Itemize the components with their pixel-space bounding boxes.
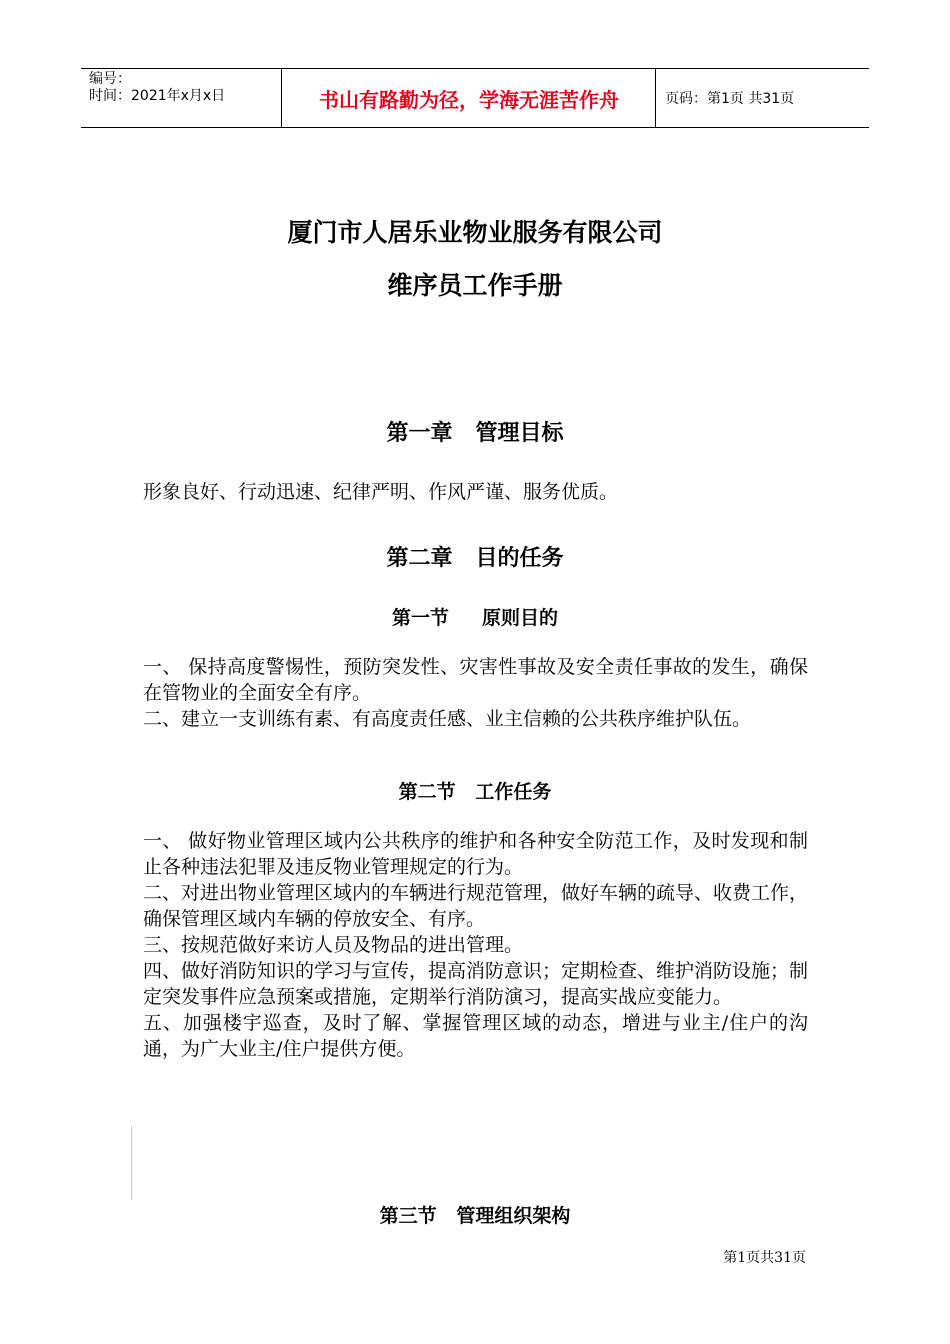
section-2-item: 四、做好消防知识的学习与宣传，提高消防意识；定期检查、维护消防设施；制定突发事件应急预案或措施，定期举行消防演习，提高实战应变能力。 (143, 960, 809, 1008)
section-1-item: 一、 保持高度警惕性，预防突发性、灾害性事故及安全责任事故的发生，确保在管物业的全面安全有序。 (143, 656, 808, 704)
section-2-body (143, 828, 808, 1062)
chapter-2-heading: 第二章 目的任务 (386, 546, 564, 571)
number-label: 编号： (89, 71, 131, 87)
page-footer: 第1页共31页 (723, 1250, 806, 1266)
header-page-info: 页码：第1页 共31页 (665, 91, 795, 107)
section-1-heading: 第一节 原则目的 (391, 607, 559, 629)
document-header (81, 68, 869, 128)
document-title-company: 厦门市人居乐业物业服务有限公司 (287, 218, 663, 247)
section-2-item: 三、按规范做好来访人员及物品的进出管理。 (143, 934, 524, 956)
chapter-1-text: 形象良好、行动迅速、纪律严明、作风严谨、服务优质。 (143, 481, 619, 503)
section-2-item: 五、加强楼宇巡查，及时了解、掌握管理区域的动态，增进与业主/住户的沟通，为广大业主/住户提供方便。 (143, 1012, 808, 1060)
section-2-item: 一、 做好物业管理区域内公共秩序的维护和各种安全防范工作，及时发现和制止各种违法犯罪及违反物业管理规定的行为。 (143, 830, 808, 878)
section-1-body (143, 654, 808, 732)
time-label: 时间：2021年x月x日 (89, 88, 226, 104)
section-1-item: 二、建立一支训练有素、有高度责任感、业主信赖的公共秩序维护队伍。 (143, 708, 752, 730)
chapter-1-heading: 第一章 管理目标 (386, 421, 564, 446)
section-3-heading: 第三节 管理组织架构 (379, 1205, 571, 1227)
section-2-item: 二、对进出物业管理区域内的车辆进行规范管理，做好车辆的疏导、收费工作，确保管理区域内车辆的停放安全、有序。 (143, 882, 809, 930)
header-divider-left (281, 69, 282, 127)
header-meta (89, 71, 225, 105)
document-title-handbook: 维序员工作手册 (387, 271, 563, 300)
margin-rule (131, 1126, 132, 1200)
header-divider-right (655, 69, 656, 127)
header-motto: 书山有路勤为径，学海无涯苦作舟 (319, 87, 619, 112)
section-2-heading: 第二节 工作任务 (398, 781, 552, 803)
